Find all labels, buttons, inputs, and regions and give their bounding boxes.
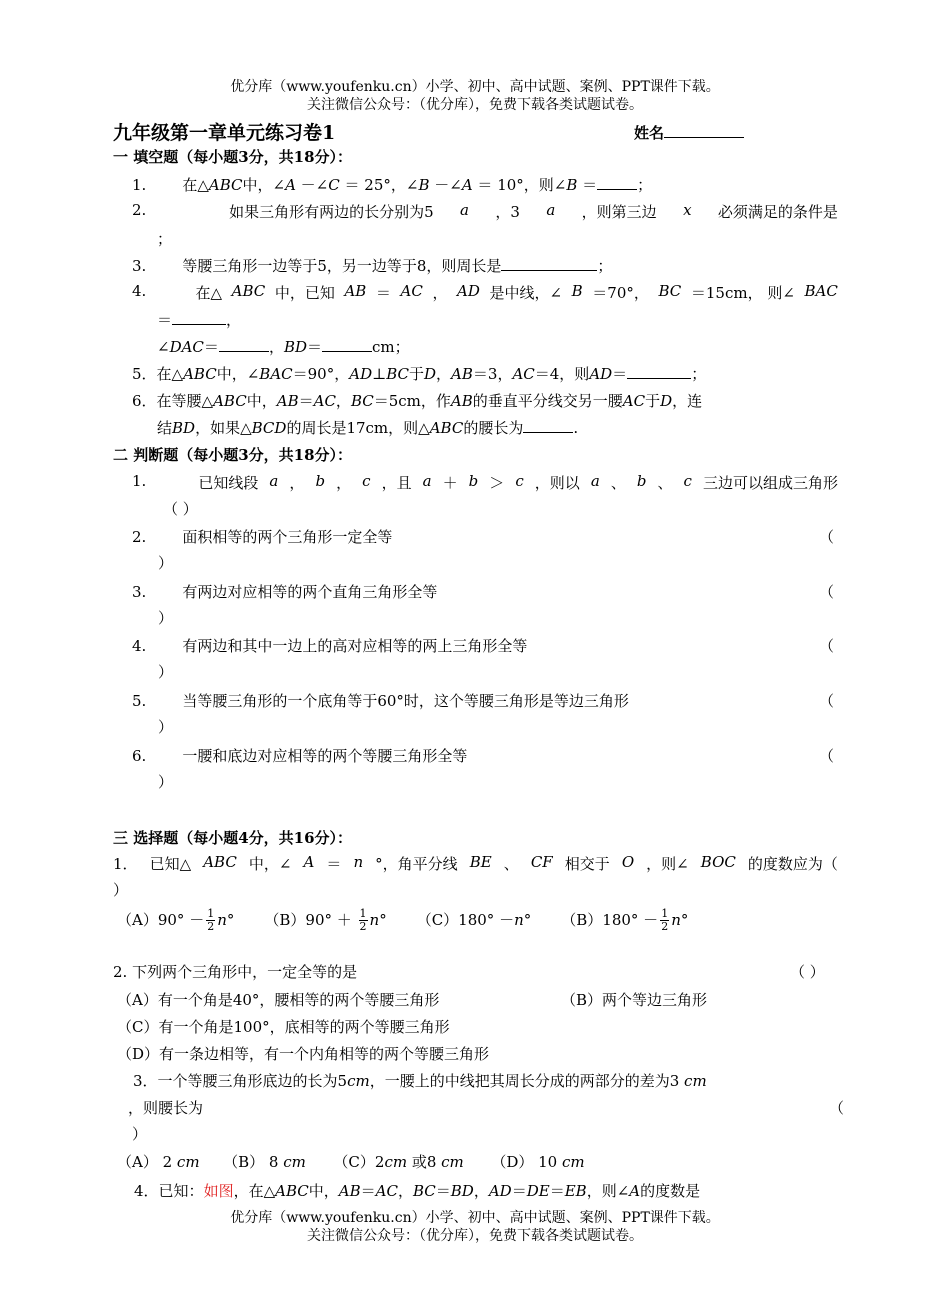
header-line-2: 关注微信公众号：（优分库），免费下载各类试题试卷。 [307,97,643,113]
s1-q6: 6．在等腰△ABC中，AB＝AC，BC＝5cm，作AB的垂直平分线交另一腰AC于D，连 [132,392,703,410]
s3-q1: 1． 已知△ ABC 中，∠ A ＝ n °，角平分线 BE 、 CF 相交于 O ，则∠ BOC 的度数应为（ [113,853,838,873]
s3-q2-option-c[interactable]: （C）有一个角是100°，底相等的两个等腰三角形 [117,1018,450,1036]
judge-item: 2. 面积相等的两个三角形一定全等 （ [132,528,834,546]
s3-q1-options [117,908,688,933]
s1-q1: 1. 在△ABC中，∠A －∠C ＝ 25°，∠B －∠A ＝ 10°，则∠B ＝ ； [132,176,653,194]
s3-q3-cont: ，则腰长为 [128,1099,204,1117]
answer-paren-open[interactable]: （ [818,583,834,601]
s3-q2-option-b[interactable]: （B）两个等边三角形 [561,991,708,1009]
footer-line-2: 关注微信公众号：（优分库），免费下载各类试题试卷。 [307,1228,643,1244]
s3-q4: 4．已知：如图，在△ABC中，AB＝AC，BC＝BD，AD＝DE＝EB，则∠A的度数是 [134,1182,701,1200]
s3-q3-options [117,1151,585,1172]
s3-q1-cont: ） [113,881,129,899]
answer-paren-close: ） [158,663,174,681]
s3-q1-option[interactable]: （B）180° － $\frac{1}{2}$ n° [561,907,689,933]
section-3-heading: 三 选择题（每小题4分，共16分）： [113,829,353,847]
blank[interactable] [597,175,637,190]
answer-paren-open[interactable]: （ [818,692,834,710]
fraction-one-half: $\frac{1}{2}$ [661,907,669,933]
answer-paren-close: ） [158,609,174,627]
fraction-one-half: $\frac{1}{2}$ [359,907,367,933]
blank[interactable] [523,418,573,433]
s3-q3-option-d[interactable]: （D） 10 cm [491,1153,585,1171]
s3-q3-option-b[interactable]: （B） 8 cm [223,1153,306,1171]
s3-q2-option-a[interactable]: （A）有一个角是40°，腰相等的两个等腰三角形 [117,991,440,1009]
judge-item: 3. 有两边对应相等的两个直角三角形全等 （ [132,583,834,601]
judge-item: 5. 当等腰三角形的一个底角等于60°时，这个等腰三角形是等边三角形 （ [132,692,834,710]
name-blank[interactable] [664,123,744,138]
figure-reference: 如图 [203,1182,234,1200]
header-line-1: 优分库（www.youfenku.cn）小学、初中、高中试题、案例、PPT课件下载。 [230,79,720,95]
s3-q1-option[interactable]: （B）90° ＋ $\frac{1}{2}$ n° [264,907,387,933]
s3-q3-option-c[interactable]: （C）2cm 或8 cm [333,1153,464,1171]
judge-item: 6. 一腰和底边对应相等的两个等腰三角形全等 （ [132,747,834,765]
name-label: 姓名 [634,124,665,142]
judge-item: 4. 有两边和其中一边上的高对应相等的两上三角形全等 （ [132,637,834,655]
s1-q4-cont: ＝ ， [157,311,242,329]
section-2-heading: 二 判断题（每小题3分，共18分）： [113,446,353,464]
s3-q3: 3．一个等腰三角形底边的长为5cm，一腰上的中线把其周长分成的两部分的差为3 cm [133,1072,707,1090]
answer-paren-open[interactable]: （ [818,637,834,655]
section-1-heading: 一 填空题（每小题3分，共18分）： [113,148,353,166]
blank[interactable] [322,337,372,352]
answer-paren-open[interactable]: （ [818,747,834,765]
s1-q4: 4. 在△ ABC 中，已知 AB ＝ AC ， AD 是中线，∠ B ＝70°， BC ＝15cm， 则∠ BAC [132,282,838,302]
s3-q1-option[interactable]: （A）90° － $\frac{1}{2}$ n° [117,907,235,933]
s3-q2-paren[interactable]: （ ） [790,963,825,981]
s1-q2-cont: ； [157,230,173,248]
answer-paren-open[interactable]: （ [818,528,834,546]
s3-q2-stem: 2. 下列两个三角形中，一定全等的是 [113,963,358,981]
answer-paren-close: ） [158,554,174,572]
blank[interactable] [501,256,597,271]
s1-q5: 5．在△ABC中，∠BAC＝90°，AD⊥BC于D，AB＝3，AC＝4，则AD＝ ； [132,365,707,383]
page-title: 九年级第一章单元练习卷1 [113,122,336,144]
blank[interactable] [219,337,269,352]
s3-q1-option[interactable]: （C）180° －n° [416,910,532,929]
s3-q3-paren-close: ） [132,1125,148,1143]
s3-q3-paren-open: （ [829,1099,845,1117]
footer-line-1: 优分库（www.youfenku.cn）小学、初中、高中试题、案例、PPT课件下载。 [230,1210,720,1226]
s3-q3-option-a[interactable]: （A） 2 cm [117,1153,200,1171]
blank[interactable] [172,310,226,325]
s1-q3: 3. 等腰三角形一边等于5，另一边等于8，则周长是 ； [132,257,613,275]
s2-q1: 1. 已知线段 a ， b ， c ，且 a ＋ b ＞ c ，则以 a 、 b 、 c 三边可以组成三角形 [132,472,838,492]
s1-q4-line2: ∠DAC＝ ，BD＝ cm； [157,338,410,356]
fraction-one-half: $\frac{1}{2}$ [207,907,215,933]
s1-q2: 2. 如果三角形有两边的长分别为5 a ，3 a ，则第三边 x 必须满足的条件是 [132,201,838,221]
blank[interactable] [627,364,691,379]
s2-q1-paren[interactable]: （ ） [163,500,198,518]
s3-q2-option-d[interactable]: （D）有一条边相等，有一个内角相等的两个等腰三角形 [117,1045,490,1063]
name-field[interactable] [634,122,744,143]
answer-paren-close: ） [158,773,174,791]
answer-paren-close: ） [158,718,174,736]
s1-q6-line2: 结BD，如果△BCD的周长是17cm，则△ABC的腰长为 . [157,419,579,437]
